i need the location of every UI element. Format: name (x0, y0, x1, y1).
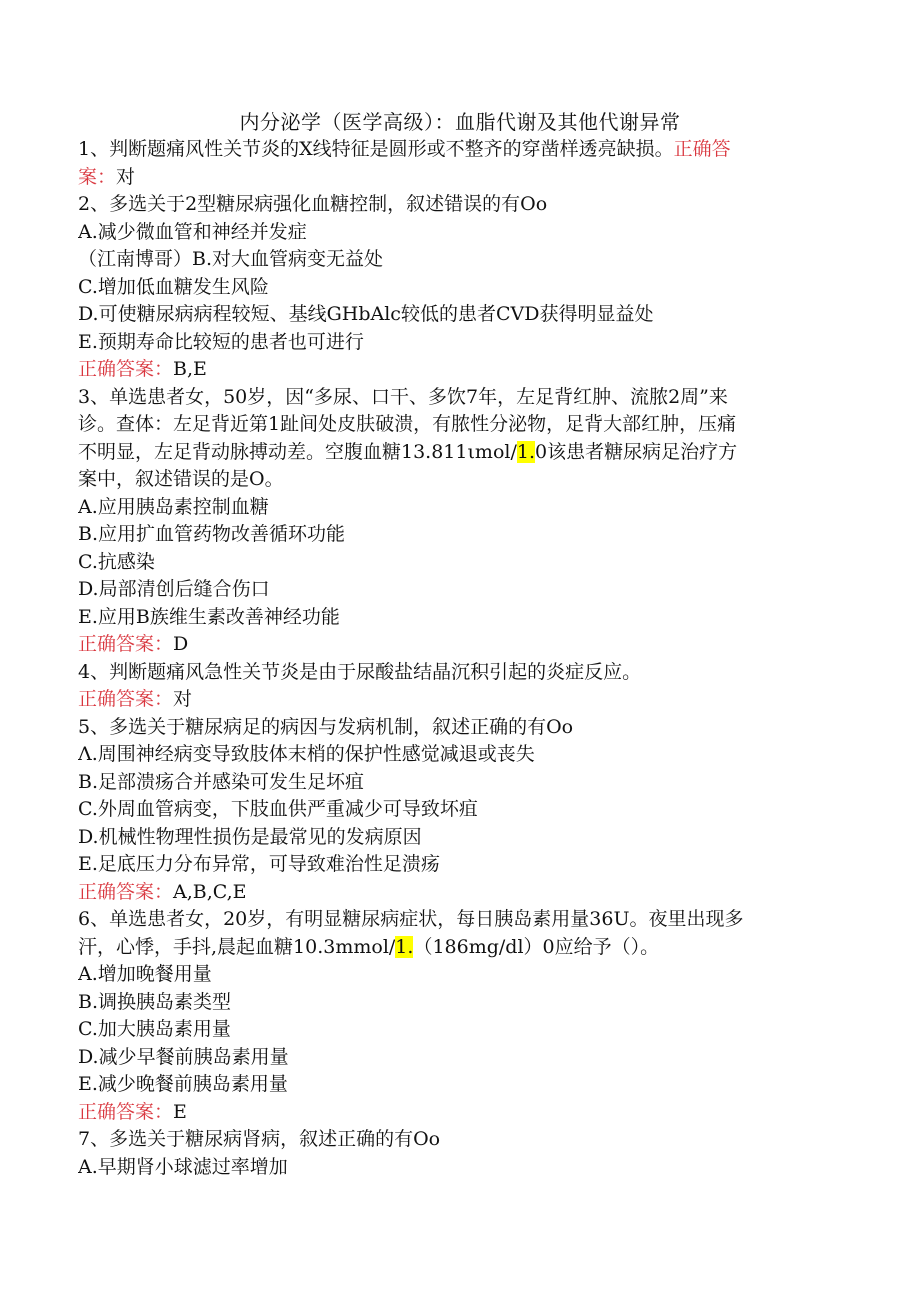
question-6-answer: E (173, 1100, 187, 1123)
question-1-stem: 1、判断题痛风性关节炎的X线特征是圆形或不整齐的穿凿样透亮缺损。 (78, 138, 674, 160)
question-6-option-a: A.增加晚餐用量 (78, 963, 212, 985)
question-3-highlight: 1. (516, 440, 536, 463)
question-3-option-d: D.局部清创后缝合伤口 (78, 578, 270, 600)
question-2-option-c: C.增加低血糖发生风险 (78, 275, 269, 298)
question-5-option-d: D.机械性物理性损伤是最常见的发病原因 (78, 825, 422, 848)
question-3-answer: D (173, 633, 189, 655)
question-5-stem: 5、多选关于糖尿病足的病因与发病机制，叙述正确的有Oo (78, 715, 574, 738)
question-6-option-d: D.减少早餐前胰岛素用量 (78, 1045, 289, 1068)
question-2-stem: 2、多选关于2型糖尿病强化血糖控制，叙述错误的有Oo (78, 193, 548, 215)
question-6-stem-line-2-tail: （186mg/dl）0应给予（）。 (413, 935, 660, 958)
question-6-stem-line-2-head: 汗，心悸，手抖,晨起血糖10.3mmol/ (78, 935, 396, 958)
question-1-answer: 对 (116, 165, 136, 188)
question-2-option-a: A.减少微血管和神经并发症 (78, 220, 307, 243)
question-6-answer-label: 正确答案： (78, 1100, 174, 1123)
question-4-answer: 对 (173, 688, 193, 710)
question-5-answer: A,B,C,E (173, 880, 247, 903)
question-5-option-c: C.外周血管病变，下肢血供严重减少可导致坏疽 (78, 798, 478, 820)
question-3-stem-line-3-head: 不明显，左足背动脉搏动差。空腹血糖13.811ιmol/ (78, 440, 517, 463)
question-3-stem-line-2: 诊。查体：左足背近第1趾间处皮肤破溃，有脓性分泌物，足背大部红肿，压痛 (78, 413, 737, 435)
question-1-line-2 (78, 164, 823, 192)
question-3-answer-label: 正确答案： (78, 633, 174, 655)
question-1-line-1 (78, 136, 823, 164)
question-3-stem-line-1: 3、单选患者女，50岁，因“多尿、口干、多饮7年，左足背红肿、流脓2周”来 (78, 385, 728, 408)
question-5-option-e: E.足底压力分布异常，可导致难治性足溃疡 (78, 853, 440, 875)
question-3-stem-line-3 (78, 439, 823, 467)
question-7-option-a: A.早期肾小球滤过率增加 (78, 1155, 288, 1178)
question-5-option-b: B.足部溃疡合并感染可发生足坏疽 (78, 770, 365, 793)
question-1-answer-label-part-1: 正确答 (673, 138, 731, 160)
question-4-stem: 4、判断题痛风急性关节炎是由于尿酸盐结晶沉积引起的炎症反应。 (78, 660, 642, 683)
question-5-option-a: Λ.周围神经病变导致肢体末梢的保护性感觉减退或丧失 (78, 743, 535, 765)
question-5-answer-label: 正确答案： (78, 880, 174, 903)
question-2-answer-label: 正确答案： (78, 358, 174, 380)
question-3-answer-row (78, 631, 823, 659)
question-6-answer-row (78, 1099, 823, 1127)
question-3-stem-line-3-tail: 0该患者糖尿病足治疗方 (535, 440, 738, 463)
question-6-highlight: 1. (395, 935, 414, 958)
question-3-option-b: B.应用扩血管药物改善循环功能 (78, 523, 346, 545)
question-2-answer-row (78, 356, 823, 384)
question-4-answer-label: 正确答案： (78, 688, 174, 710)
question-6-stem-line-2 (78, 934, 823, 962)
question-3-option-e: E.应用B族维生素改善神经功能 (78, 605, 340, 628)
question-4-answer-row (78, 686, 823, 714)
question-6-option-b: B.调换胰岛素类型 (78, 990, 232, 1013)
question-2-option-e: E.预期寿命比较短的患者也可进行 (78, 330, 364, 353)
question-6-option-e: E.减少晚餐前胰岛素用量 (78, 1073, 288, 1095)
question-6-option-c: C.加大胰岛素用量 (78, 1018, 231, 1040)
question-5-answer-row (78, 879, 823, 907)
question-3-option-c: C.抗感染 (78, 550, 155, 573)
question-2-option-d: D.可使糖尿病病程较短、基线GHbAlc较低的患者CVD获得明显益处 (78, 303, 654, 325)
question-7-stem: 7、多选关于糖尿病肾病，叙述正确的有Oo (78, 1128, 441, 1150)
question-6-stem-line-1: 6、单选患者女，20岁，有明显糖尿病症状，每日胰岛素用量36U。夜里出现多 (78, 908, 744, 930)
question-1-answer-label-part-2: 案： (78, 165, 117, 188)
document-title: 内分泌学（医学高级）：血脂代谢及其他代谢异常 (239, 110, 681, 134)
question-list (78, 136, 823, 1181)
question-2-answer: B,E (173, 358, 207, 380)
question-3-option-a: A.应用胰岛素控制血糖 (78, 495, 269, 518)
question-3-stem-line-4: 案中，叙述错误的是O。 (78, 468, 284, 490)
question-2-option-b: （江南博哥）B.对大血管病变无益处 (78, 248, 384, 270)
